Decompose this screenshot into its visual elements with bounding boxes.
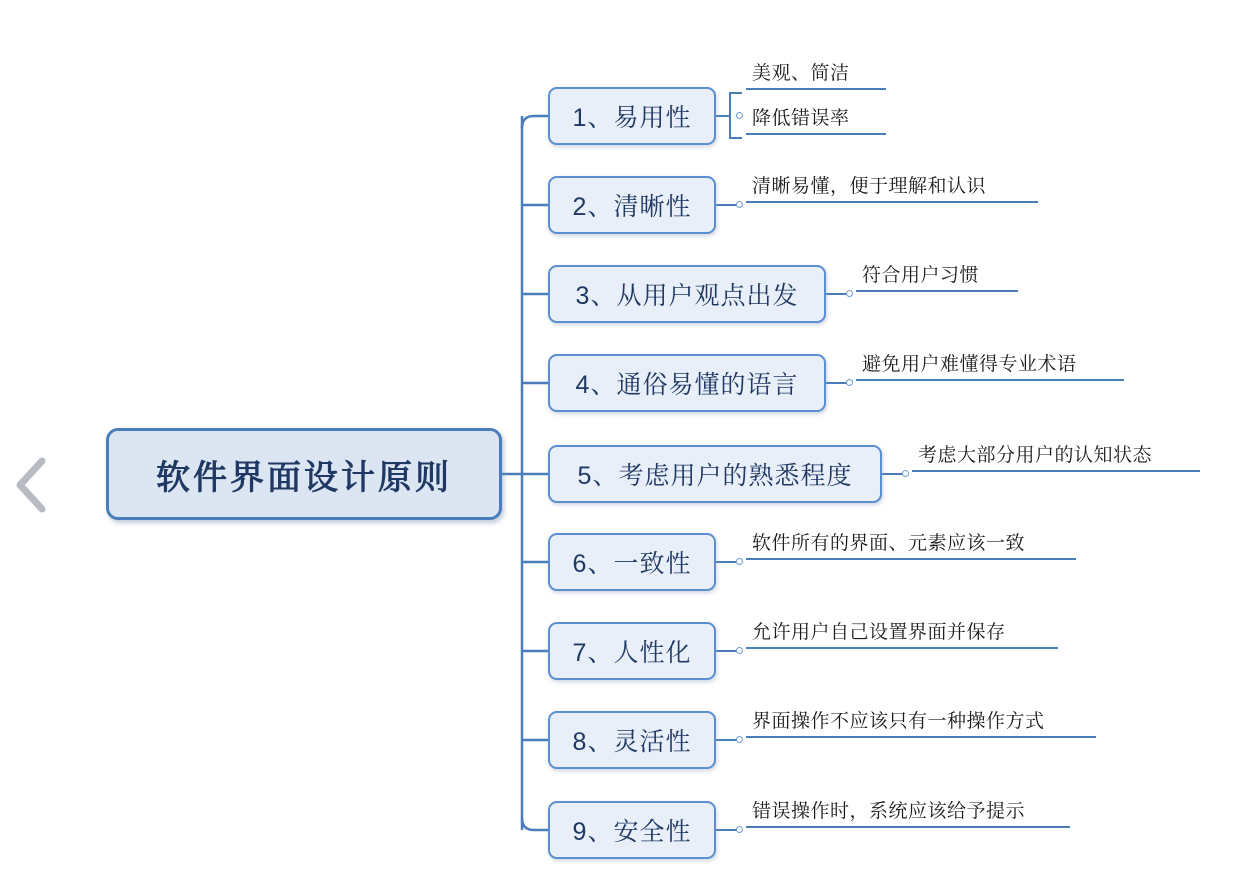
leaf-node-8-1[interactable] bbox=[746, 706, 1096, 738]
root-node[interactable] bbox=[106, 428, 502, 520]
leaf-node-3-1[interactable] bbox=[856, 260, 1018, 292]
leaf-node-label: 允许用户自己设置界面并保存 bbox=[752, 622, 1006, 643]
leaf-node-5-1[interactable] bbox=[912, 440, 1200, 472]
branch-node-5[interactable] bbox=[548, 445, 882, 503]
connector-dot bbox=[736, 826, 743, 833]
leaf-node-1-1[interactable] bbox=[746, 58, 886, 90]
branch-node-1[interactable] bbox=[548, 87, 716, 145]
branch-node-2[interactable] bbox=[548, 176, 716, 234]
branch-node-4[interactable] bbox=[548, 354, 826, 412]
leaf-node-label: 避免用户难懂得专业术语 bbox=[862, 354, 1077, 375]
leaf-node-9-1[interactable] bbox=[746, 796, 1070, 828]
connector-dot bbox=[736, 112, 743, 119]
leaf-node-label: 降低错误率 bbox=[752, 108, 850, 129]
leaf-node-label: 符合用户习惯 bbox=[862, 265, 980, 286]
connector-dot bbox=[846, 379, 853, 386]
branch-node-9[interactable] bbox=[548, 801, 716, 859]
leaf-node-1-2[interactable] bbox=[746, 103, 886, 135]
branch-node-8[interactable] bbox=[548, 711, 716, 769]
connector-dot bbox=[736, 736, 743, 743]
branch-node-label: 7、人性化 bbox=[572, 639, 692, 667]
leaf-node-label: 清晰易懂，便于理解和认识 bbox=[752, 176, 987, 197]
connector-dot bbox=[736, 201, 743, 208]
leaf-node-label: 美观、简洁 bbox=[752, 63, 850, 84]
branch-node-label: 4、通俗易懂的语言 bbox=[575, 371, 799, 399]
leaf-node-6-1[interactable] bbox=[746, 528, 1076, 560]
leaf-node-2-1[interactable] bbox=[746, 171, 1038, 203]
chevron-left-icon[interactable] bbox=[12, 455, 52, 515]
branch-node-label: 2、清晰性 bbox=[572, 193, 692, 221]
leaf-node-label: 考虑大部分用户的认知状态 bbox=[918, 445, 1153, 466]
branch-node-label: 1、易用性 bbox=[572, 104, 692, 132]
branch-node-label: 9、安全性 bbox=[572, 818, 692, 846]
connector-dot bbox=[736, 647, 743, 654]
branch-node-6[interactable] bbox=[548, 533, 716, 591]
leaf-node-4-1[interactable] bbox=[856, 349, 1124, 381]
connector-dot bbox=[736, 558, 743, 565]
root-node-label: 软件界面设计原则 bbox=[156, 458, 452, 497]
leaf-node-label: 软件所有的界面、元素应该一致 bbox=[752, 533, 1026, 554]
branch-node-label: 6、一致性 bbox=[572, 550, 692, 578]
branch-node-label: 3、从用户观点出发 bbox=[575, 282, 799, 310]
connector-dot bbox=[846, 290, 853, 297]
branch-node-7[interactable] bbox=[548, 622, 716, 680]
branch-node-3[interactable] bbox=[548, 265, 826, 323]
leaf-node-label: 错误操作时，系统应该给予提示 bbox=[752, 801, 1026, 822]
connector-dot bbox=[902, 470, 909, 477]
branch-node-label: 8、灵活性 bbox=[572, 728, 692, 756]
branch-node-label: 5、考虑用户的熟悉程度 bbox=[577, 462, 853, 490]
leaf-node-label: 界面操作不应该只有一种操作方式 bbox=[752, 711, 1045, 732]
leaf-node-7-1[interactable] bbox=[746, 617, 1058, 649]
